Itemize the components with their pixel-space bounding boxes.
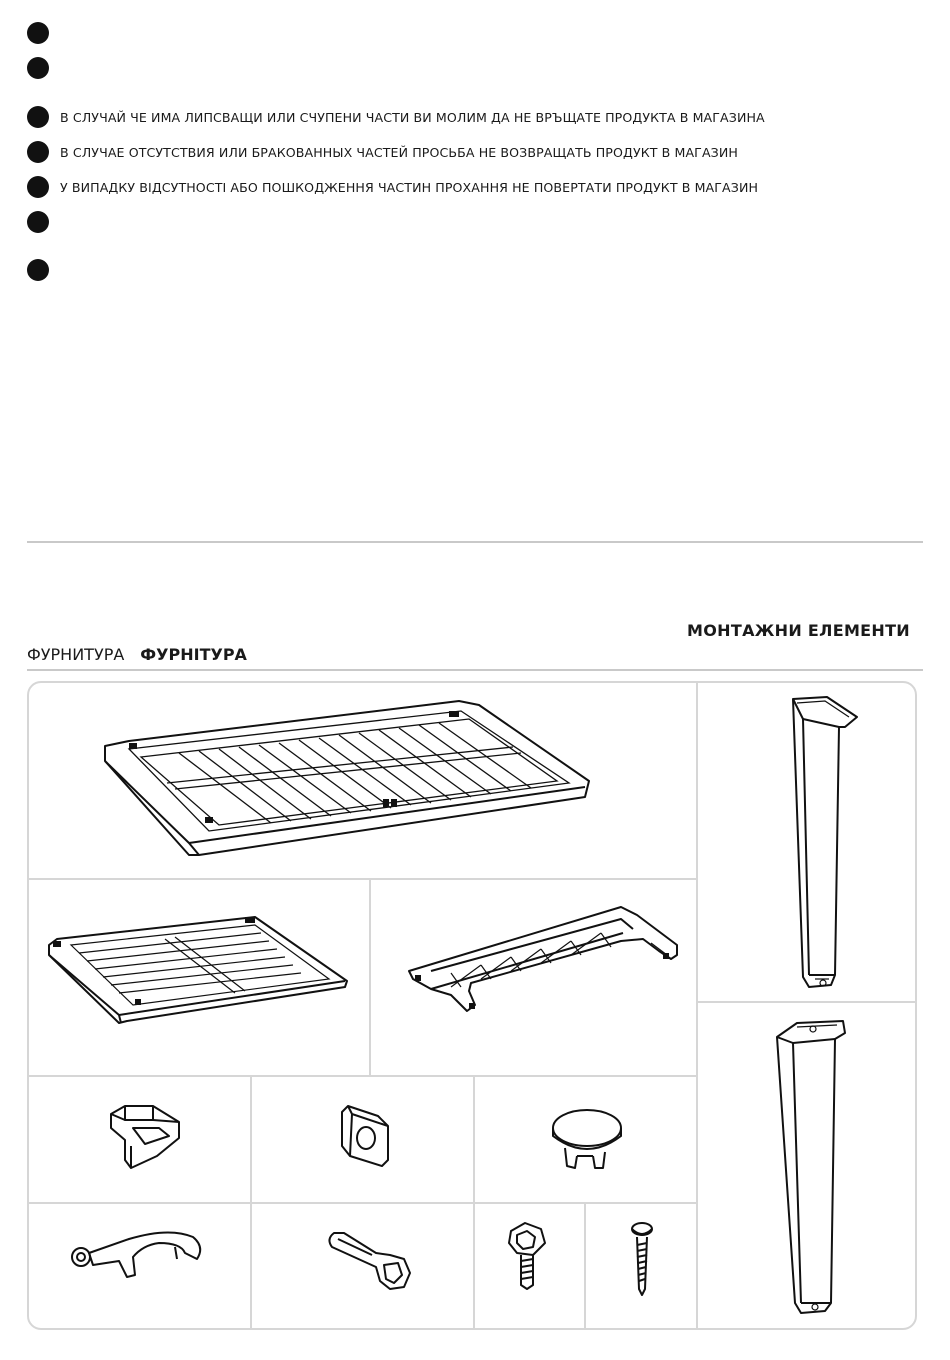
notice-text: В СЛУЧАЙ ЧЕ ИМА ЛИПСВАЩИ ИЛИ СЧУПЕНИ ЧАСТИ ВИ МОЛИМ ДА НЕ ВРЪЩАТЕ ПРОДУКТА В МАГАЗИНА (60, 109, 765, 125)
section-title (27, 645, 247, 664)
part-screw (586, 1203, 697, 1330)
divider (27, 541, 923, 543)
square-nut-icon (252, 1076, 473, 1202)
table-leg-icon (697, 683, 917, 1001)
section-title-bg: МОНТАЖНИ ЕЛЕМЕНТИ (687, 621, 910, 640)
part-tabletop (29, 683, 697, 878)
part-cap (475, 1076, 697, 1202)
section-title-ru: ФУРНИТУРА (27, 645, 125, 664)
table-leg-icon (697, 1003, 917, 1330)
section-title-uk: ФУРНІТУРА (140, 645, 247, 664)
notice-row (27, 22, 60, 44)
part-hex-wrench (252, 1203, 473, 1330)
notice-row (27, 106, 765, 128)
notice-text: У ВИПАДКУ ВІДСУТНОСТІ АБО ПОШКОДЖЕННЯ ЧАСТИН ПРОХАННЯ НЕ ПОВЕРТАТИ ПРОДУКТ В МАГАЗИН (60, 179, 759, 195)
notice-row (27, 176, 758, 198)
notice-text: В СЛУЧАЕ ОТСУТСТВИЯ ИЛИ БРАКОВАННЫХ ЧАСТЕЙ ПРОСЬБА НЕ ВОЗВРАЩАТЬ ПРОДУКТ В МАГАЗИН (60, 144, 738, 160)
notice-row (27, 211, 60, 233)
part-leg-2 (697, 1003, 917, 1330)
notice-row (27, 141, 738, 163)
language-bullet-icon (27, 211, 49, 233)
language-bullet-icon (27, 176, 49, 198)
part-shelf (29, 879, 369, 1075)
corner-bracket-icon (29, 1076, 250, 1202)
language-bullet-icon (27, 22, 49, 44)
notice-row (27, 57, 60, 79)
part-hook-wrench (29, 1203, 250, 1330)
language-bullet-icon (27, 106, 49, 128)
tabletop-frame-icon (29, 683, 697, 878)
language-bullet-icon (27, 259, 49, 281)
part-beam (371, 879, 697, 1075)
part-hex-bolt (475, 1203, 584, 1330)
notice-row (27, 259, 60, 281)
language-bullet-icon (27, 57, 49, 79)
parts-panel (27, 681, 917, 1330)
part-square-nut (252, 1076, 473, 1202)
plastic-cap-icon (475, 1076, 697, 1202)
part-corner-bracket (29, 1076, 250, 1202)
hex-bolt-icon (475, 1203, 584, 1330)
shelf-frame-icon (29, 879, 369, 1075)
support-beam-icon (371, 879, 697, 1075)
screw-icon (586, 1203, 697, 1330)
hex-wrench-icon (252, 1203, 473, 1330)
hook-wrench-icon (29, 1203, 250, 1330)
part-leg-1 (697, 683, 917, 1001)
language-bullet-icon (27, 141, 49, 163)
divider (27, 669, 923, 671)
